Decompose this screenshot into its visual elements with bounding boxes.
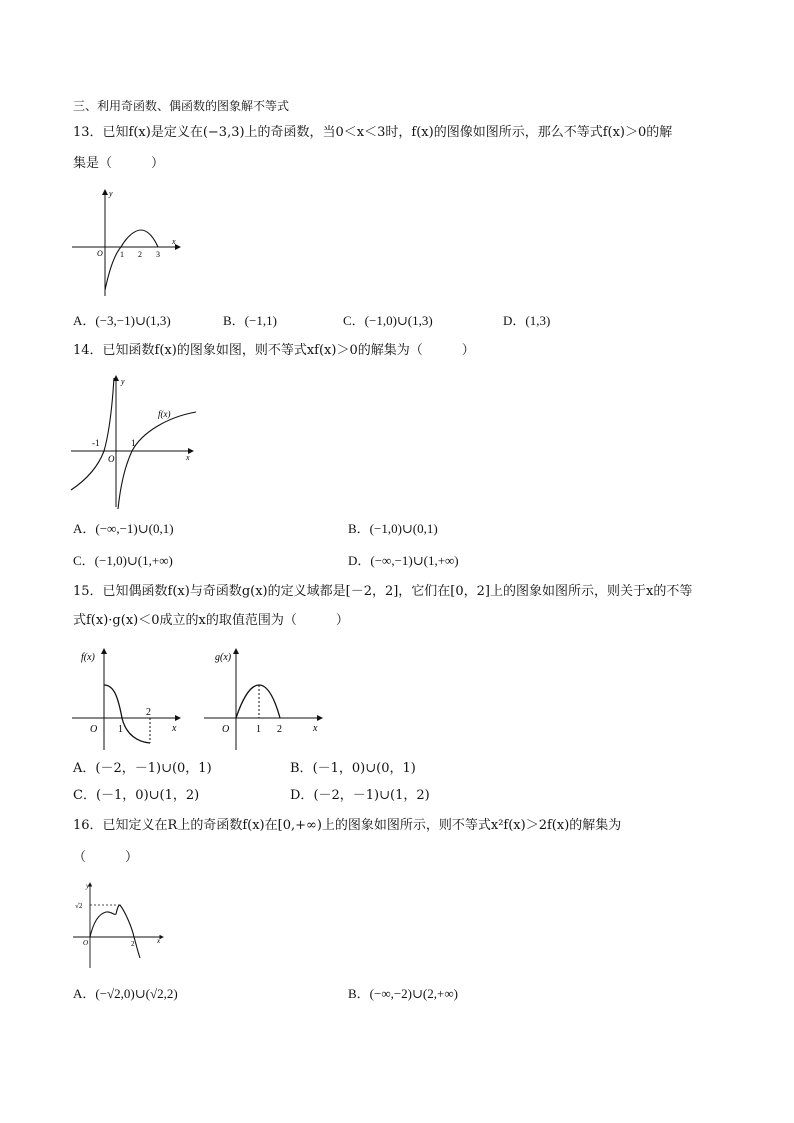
- q14-option-b: B．(−1,0)∪(0,1): [348, 521, 438, 536]
- q15f-origin: O: [90, 724, 98, 735]
- q15f-x-label: x: [172, 723, 177, 734]
- q15-stem-line2: 式f(x)·g(x)＜0成立的x的取值范围为（ ）: [73, 613, 349, 628]
- q13-y-label: y: [109, 189, 113, 198]
- q15f-title: f(x): [81, 652, 95, 663]
- q14-tick-1: 1: [131, 438, 136, 448]
- q16-tick-2: 2: [131, 940, 135, 948]
- q16-x-label: x: [157, 937, 161, 945]
- section-title: 三、利用奇函数、偶函数的图象解不等式: [73, 99, 290, 113]
- q13-option-a: A．(−3,−1)∪(1,3): [73, 313, 171, 328]
- q13-option-d: D．(1,3): [503, 313, 551, 328]
- q15-option-d: D．(－2，－1)∪(1，2): [290, 788, 430, 803]
- q13-tick-2: 2: [138, 250, 142, 259]
- q16-y-label: y: [86, 882, 90, 890]
- q15f-tick-1: 1: [118, 724, 123, 735]
- q15-option-c: C．(－1，0)∪(1，2): [73, 788, 200, 803]
- q13-option-c: C．(−1,0)∪(1,3): [343, 313, 433, 328]
- q15-stem-line1: 15．已知偶函数f(x)与奇函数g(x)的定义域都是[－2，2]，它们在[0，2]上的图象如图所示，则关于x的不等: [73, 584, 693, 599]
- q14-option-a: A．(−∞,−1)∪(0,1): [73, 521, 174, 536]
- q15-option-b: B．(－1，0)∪(0，1): [290, 761, 416, 776]
- q15g-x-label: x: [313, 723, 318, 734]
- q15f-tick-2: 2: [146, 707, 151, 718]
- q16-graph: [70, 880, 170, 970]
- q13-graph: [68, 186, 193, 301]
- q13-curve: [105, 230, 158, 290]
- q15g-origin: O: [222, 724, 230, 735]
- q15-graph-f: [68, 645, 193, 755]
- q14-option-c: C．(−1,0)∪(1,+∞): [73, 553, 173, 568]
- q13-x-label: x: [172, 237, 176, 246]
- q14-curve-right: [118, 412, 196, 509]
- q13-option-b: B．(−1,1): [223, 313, 277, 328]
- q16-origin: O: [83, 939, 89, 947]
- q16-option-a: A．(−√2,0)∪(√2,2): [73, 986, 178, 1001]
- q15g-title: g(x): [215, 652, 232, 663]
- q13-stem-line2: 集是（ ）: [73, 156, 165, 171]
- q13-stem-line1: 13．已知f(x)是定义在(−3,3)上的奇函数，当0＜x＜3时，f(x)的图像如图所示，那么不等式f(x)＞0的解: [73, 125, 673, 140]
- q16-stem-line2: （ ）: [73, 850, 139, 865]
- q15-graph-g: [200, 645, 330, 755]
- q14-y-label: y: [121, 377, 125, 386]
- q14-option-d: D．(−∞,−1)∪(1,+∞): [348, 553, 459, 568]
- q15g-tick-1: 1: [256, 724, 261, 735]
- q14-curve-left: [71, 378, 114, 490]
- q16-curve: [90, 905, 140, 958]
- q15f-curve: [104, 685, 150, 743]
- q14-x-label: x: [186, 453, 190, 462]
- q16-tick-root2: √2: [75, 902, 83, 910]
- q16-option-b: B．(−∞,−2)∪(2,+∞): [348, 986, 458, 1001]
- q13-origin: O: [97, 249, 103, 258]
- q14-origin: O: [108, 454, 115, 464]
- q15g-tick-2: 2: [277, 724, 282, 735]
- q13-tick-1: 1: [120, 250, 124, 259]
- q14-fx-label: f(x): [158, 409, 171, 419]
- q15g-curve: [236, 685, 280, 718]
- q16-stem-line1: 16．已知定义在R上的奇函数f(x)在[0,+∞)上的图象如图所示，则不等式x²f(x)＞2f(x)的解集为: [73, 818, 622, 833]
- q13-tick-3: 3: [156, 250, 160, 259]
- q14-tick-neg1: -1: [92, 438, 100, 448]
- q14-stem-line1: 14．已知函数f(x)的图象如图，则不等式xf(x)＞0的解集为（ ）: [73, 343, 475, 358]
- q14-graph: [68, 372, 203, 512]
- q15-option-a: A．(－2，－1)∪(0，1): [73, 761, 212, 776]
